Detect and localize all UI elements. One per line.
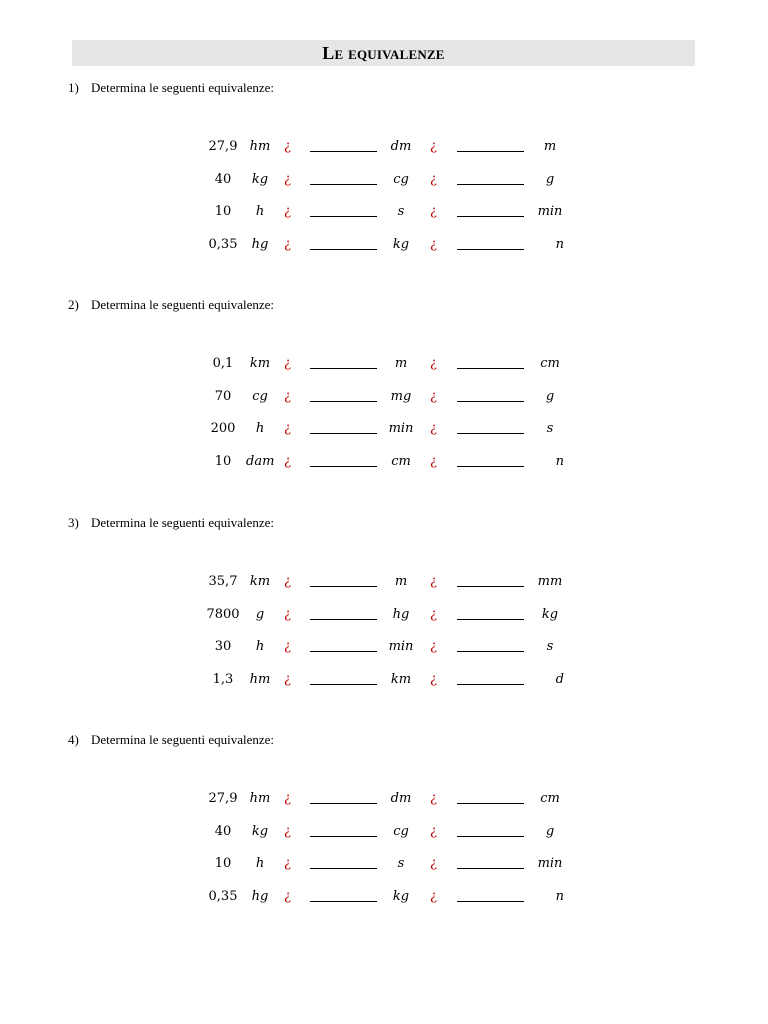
equals-symbol: ¿ — [284, 237, 291, 252]
equals-symbol: ¿ — [284, 672, 291, 687]
unit-mid: dm — [390, 791, 412, 806]
equals-symbol: ¿ — [430, 791, 437, 806]
unit-mid: hg — [392, 607, 410, 622]
answer-blank[interactable] — [310, 803, 377, 804]
answer-blank[interactable] — [457, 619, 524, 620]
answer-blank[interactable] — [310, 684, 377, 685]
unit-mid: dm — [390, 139, 412, 154]
equals-symbol: ¿ — [284, 607, 291, 622]
answer-blank[interactable] — [310, 151, 377, 152]
unit-from: km — [249, 574, 271, 589]
answer-blank[interactable] — [310, 586, 377, 587]
value: 10 — [214, 204, 232, 219]
value: 0,1 — [212, 356, 234, 371]
answer-blank[interactable] — [457, 868, 524, 869]
answer-blank[interactable] — [457, 651, 524, 652]
answer-blank[interactable] — [457, 433, 524, 434]
equivalence-row — [0, 605, 768, 625]
answer-blank[interactable] — [310, 401, 377, 402]
answer-blank[interactable] — [310, 901, 377, 902]
page-title: Le equivalenze — [322, 43, 445, 63]
value: 10 — [214, 454, 232, 469]
equals-symbol: ¿ — [430, 574, 437, 589]
answer-blank[interactable] — [310, 216, 377, 217]
unit-to: min — [537, 204, 563, 219]
answer-blank[interactable] — [457, 586, 524, 587]
equivalence-row — [0, 789, 768, 809]
equals-symbol: ¿ — [284, 574, 291, 589]
value: 10 — [214, 856, 232, 871]
unit-to: cm — [540, 356, 560, 371]
answer-blank[interactable] — [457, 836, 524, 837]
unit-to: m — [543, 139, 557, 154]
value: 70 — [214, 389, 232, 404]
equivalence-row — [0, 235, 768, 255]
value: 30 — [214, 639, 232, 654]
unit-mid: kg — [392, 889, 410, 904]
answer-blank[interactable] — [310, 433, 377, 434]
answer-blank[interactable] — [457, 368, 524, 369]
unit-to: n — [555, 889, 564, 904]
unit-from: h — [255, 639, 265, 654]
answer-blank[interactable] — [310, 868, 377, 869]
equals-symbol: ¿ — [284, 389, 291, 404]
equivalence-row — [0, 137, 768, 157]
unit-from: g — [255, 607, 265, 622]
equals-symbol: ¿ — [430, 856, 437, 871]
equals-symbol: ¿ — [430, 389, 437, 404]
unit-to: g — [545, 389, 555, 404]
equivalence-row — [0, 170, 768, 190]
value: 200 — [210, 421, 236, 436]
unit-mid: min — [388, 639, 414, 654]
exercise-number: 3) — [68, 515, 79, 530]
unit-to: d — [555, 672, 564, 687]
unit-from: kg — [251, 824, 269, 839]
equals-symbol: ¿ — [284, 889, 291, 904]
unit-mid: cm — [391, 454, 411, 469]
equals-symbol: ¿ — [430, 139, 437, 154]
answer-blank[interactable] — [310, 651, 377, 652]
equals-symbol: ¿ — [430, 356, 437, 371]
equivalence-row — [0, 854, 768, 874]
exercise-number: 4) — [68, 732, 79, 747]
unit-from: hm — [249, 672, 271, 687]
exercise-number: 2) — [68, 297, 79, 312]
exercise-instruction: Determina le seguenti equivalenze: — [91, 297, 275, 312]
unit-from: dam — [246, 454, 275, 469]
equivalence-row — [0, 202, 768, 222]
unit-to: s — [546, 421, 554, 436]
exercise-instruction: Determina le seguenti equivalenze: — [91, 515, 275, 530]
value: 7800 — [206, 607, 240, 622]
answer-blank[interactable] — [457, 803, 524, 804]
unit-from: km — [249, 356, 271, 371]
unit-to: kg — [541, 607, 559, 622]
exercise-heading — [68, 732, 274, 748]
value: 40 — [214, 172, 232, 187]
equals-symbol: ¿ — [284, 421, 291, 436]
equivalence-row — [0, 670, 768, 690]
equals-symbol: ¿ — [430, 607, 437, 622]
unit-to: g — [545, 824, 555, 839]
title-bar — [72, 40, 695, 66]
unit-to: g — [545, 172, 555, 187]
value: 0,35 — [208, 237, 238, 252]
equals-symbol: ¿ — [284, 356, 291, 371]
equivalence-row — [0, 354, 768, 374]
answer-blank[interactable] — [310, 836, 377, 837]
answer-blank[interactable] — [457, 151, 524, 152]
value: 0,35 — [208, 889, 238, 904]
equivalence-row — [0, 637, 768, 657]
equals-symbol: ¿ — [284, 824, 291, 839]
unit-mid: m — [394, 574, 408, 589]
exercise-heading — [68, 80, 274, 96]
answer-blank[interactable] — [310, 184, 377, 185]
exercise-heading — [68, 515, 274, 531]
equivalence-row — [0, 452, 768, 472]
answer-blank[interactable] — [457, 184, 524, 185]
equals-symbol: ¿ — [430, 237, 437, 252]
value: 27,9 — [208, 139, 238, 154]
equals-symbol: ¿ — [430, 421, 437, 436]
value: 1,3 — [212, 672, 234, 687]
unit-mid: cg — [393, 824, 409, 839]
unit-from: hg — [251, 237, 269, 252]
unit-from: hg — [251, 889, 269, 904]
equals-symbol: ¿ — [284, 139, 291, 154]
answer-blank[interactable] — [457, 684, 524, 685]
exercise-instruction: Determina le seguenti equivalenze: — [91, 732, 275, 747]
equals-symbol: ¿ — [430, 889, 437, 904]
equals-symbol: ¿ — [430, 454, 437, 469]
equals-symbol: ¿ — [284, 639, 291, 654]
equals-symbol: ¿ — [430, 824, 437, 839]
answer-blank[interactable] — [310, 466, 377, 467]
unit-to: mm — [537, 574, 563, 589]
equivalence-row — [0, 387, 768, 407]
answer-blank[interactable] — [310, 368, 377, 369]
equals-symbol: ¿ — [284, 856, 291, 871]
equivalence-row — [0, 419, 768, 439]
unit-from: h — [255, 421, 265, 436]
exercise-number: 1) — [68, 80, 79, 95]
unit-from: cg — [252, 389, 268, 404]
equivalence-row — [0, 822, 768, 842]
equals-symbol: ¿ — [284, 172, 291, 187]
unit-mid: min — [388, 421, 414, 436]
equals-symbol: ¿ — [430, 672, 437, 687]
unit-to: n — [555, 237, 564, 252]
unit-to: min — [537, 856, 563, 871]
equals-symbol: ¿ — [430, 172, 437, 187]
equals-symbol: ¿ — [284, 204, 291, 219]
unit-mid: mg — [390, 389, 412, 404]
unit-mid: cg — [393, 172, 409, 187]
unit-from: h — [255, 204, 265, 219]
unit-mid: s — [397, 204, 405, 219]
unit-mid: kg — [392, 237, 410, 252]
equals-symbol: ¿ — [284, 454, 291, 469]
unit-from: h — [255, 856, 265, 871]
unit-from: kg — [251, 172, 269, 187]
answer-blank[interactable] — [457, 216, 524, 217]
unit-to: n — [555, 454, 564, 469]
answer-blank[interactable] — [310, 619, 377, 620]
answer-blank[interactable] — [457, 466, 524, 467]
unit-to: cm — [540, 791, 560, 806]
equals-symbol: ¿ — [430, 204, 437, 219]
value: 27,9 — [208, 791, 238, 806]
equivalence-row — [0, 572, 768, 592]
equivalence-row — [0, 887, 768, 907]
answer-blank[interactable] — [457, 901, 524, 902]
answer-blank[interactable] — [457, 249, 524, 250]
equals-symbol: ¿ — [284, 791, 291, 806]
answer-blank[interactable] — [457, 401, 524, 402]
value: 35,7 — [208, 574, 238, 589]
unit-mid: s — [397, 856, 405, 871]
equals-symbol: ¿ — [430, 639, 437, 654]
unit-mid: m — [394, 356, 408, 371]
unit-to: s — [546, 639, 554, 654]
exercise-heading — [68, 297, 274, 313]
unit-mid: km — [390, 672, 412, 687]
value: 40 — [214, 824, 232, 839]
unit-from: hm — [249, 139, 271, 154]
unit-from: hm — [249, 791, 271, 806]
exercise-instruction: Determina le seguenti equivalenze: — [91, 80, 275, 95]
answer-blank[interactable] — [310, 249, 377, 250]
